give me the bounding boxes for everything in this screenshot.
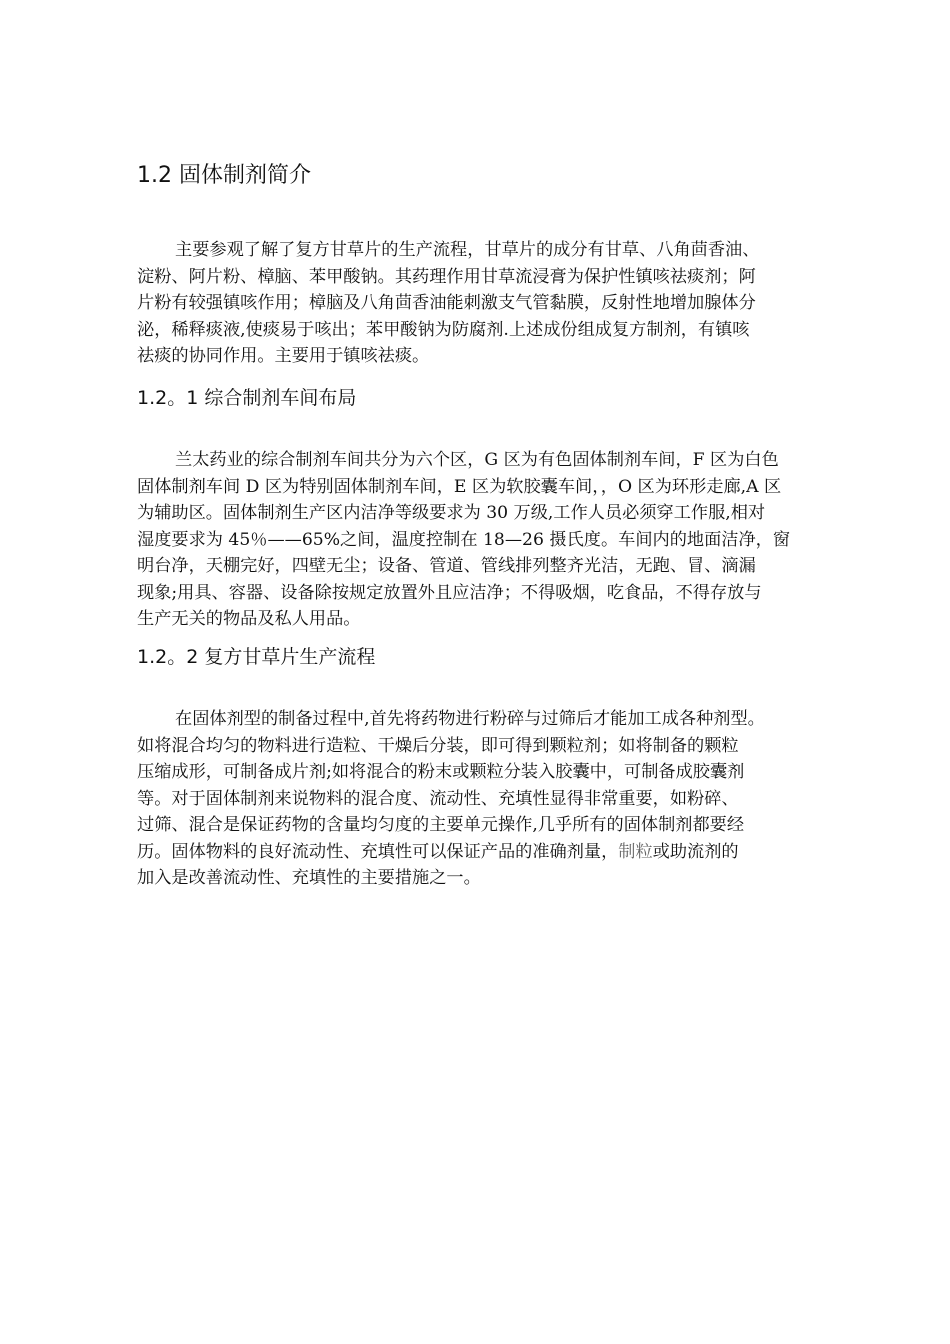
- paragraph-line: 祛痰的协同作用。主要用于镇咳祛痰。: [137, 346, 430, 366]
- paragraph-line: 为辅助区。固体制剂生产区内洁净等级要求为 30 万级,工作人员必须穿工作服,相对: [137, 503, 766, 523]
- paragraph-line: 湿度要求为 45％——65%之间，温度控制在 18—26 摄氏度。车间内的地面洁净，窗: [137, 529, 791, 550]
- intro-paragraph: [137, 237, 837, 370]
- paragraph-line: 过筛、混合是保证药物的含量均匀度的主要单元操作,几乎所有的固体制剂都要经: [137, 815, 745, 835]
- paragraph-line: [137, 839, 837, 866]
- paragraph-line: 生产无关的物品及私人用品。: [137, 609, 361, 629]
- paragraph-line: 淀粉、阿片粉、樟脑、苯甲酸钠。其药理作用甘草流浸膏为保护性镇咳祛痰剂；阿: [137, 266, 756, 287]
- paragraph-line: 等。对于固体制剂来说物料的混合度、流动性、充填性显得非常重要，如粉碎、: [137, 788, 739, 809]
- paragraph-line: 明台净，天棚完好，四壁无尘；设备、管道、管线排列整齐光洁，无跑、冒、滴漏: [137, 556, 756, 576]
- paragraph-line: 加入是改善流动性、充填性的主要措施之一。: [137, 868, 481, 888]
- paragraph-line: 现象;用具、容器、设备除按规定放置外且应洁净；不得吸烟，吃食品，不得存放与: [137, 582, 762, 603]
- workshop-layout-paragraph: [137, 447, 837, 633]
- paragraph-text: 历。固体物料的良好流动性、充填性可以保证产品的准确剂量，: [137, 841, 619, 862]
- granulation-link-text: 制粒: [618, 841, 653, 862]
- paragraph-line: 压缩成形，可制备成片剂;如将混合的粉末或颗粒分装入胶囊中，可制备成胶囊剂: [137, 762, 745, 782]
- subsection-heading-production-process: 1.2。2 复方甘草片生产流程: [137, 646, 376, 668]
- section-heading: 1.2 固体制剂简介: [137, 163, 311, 188]
- paragraph-line: 片粉有较强镇咳作用；樟脑及八角茴香油能刺激支气管黏膜，反射性地增加腺体分: [137, 293, 756, 313]
- paragraph-line: 在固体剂型的制备过程中,首先将药物进行粉碎与过筛后才能加工成各种剂型。: [175, 709, 765, 729]
- paragraph-line: 主要参观了解了复方甘草片的生产流程，甘草片的成分有甘草、八角茴香油、: [175, 240, 760, 260]
- paragraph-line: 泌，稀释痰液,使痰易于咳出；苯甲酸钠为防腐剂.上述成份组成复方制剂，有镇咳: [137, 319, 750, 340]
- paragraph-text: 或助流剂的: [652, 841, 739, 862]
- paragraph-line: 如将混合均匀的物料进行造粒、干燥后分装，即可得到颗粒剂；如将制备的颗粒: [137, 735, 739, 756]
- paragraph-line: 兰太药业的综合制剂车间共分为六个区，G 区为有色固体制剂车间，F 区为白色: [175, 450, 779, 470]
- production-process-paragraph: [137, 706, 837, 892]
- paragraph-line: 固体制剂车间 D 区为特别固体制剂车间，E 区为软胶囊车间，，O 区为环形走廊,A 区: [137, 476, 782, 497]
- subsection-heading-workshop-layout: 1.2。1 综合制剂车间布局: [137, 387, 357, 409]
